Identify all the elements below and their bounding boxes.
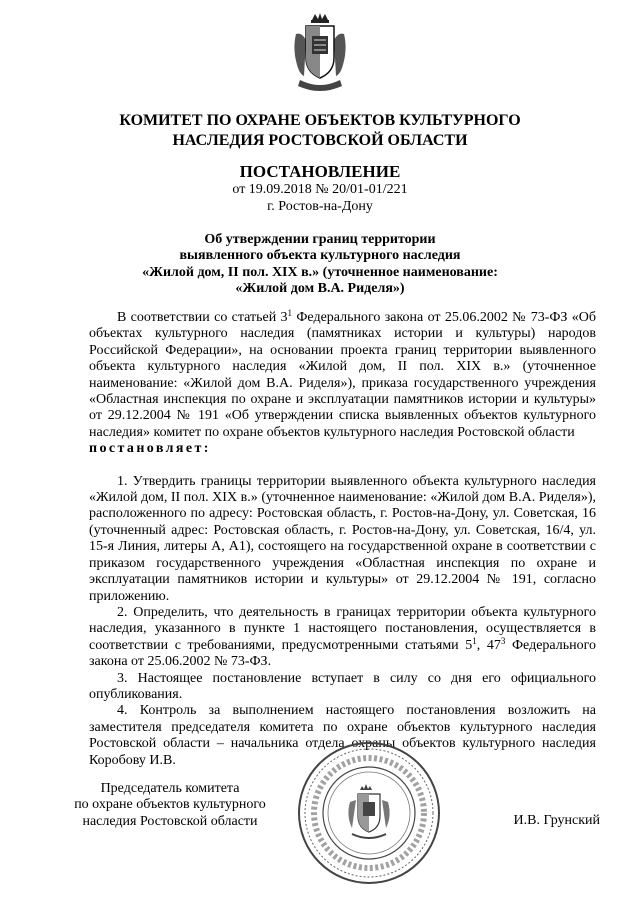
signatory-name: И.В. Грунский (513, 813, 600, 828)
item-2-text-2: , 47 (476, 637, 501, 653)
preamble-paragraph (89, 310, 596, 441)
item-2-superscript-1: 1 (472, 635, 477, 646)
org-line-2: НАСЛЕДИЯ РОСТОВСКОЙ ОБЛАСТИ (172, 132, 468, 149)
item-3: 3. Настоящее постановление вступает в силу со дня его официального опубликования. (89, 670, 596, 702)
subject-line-4: «Жилой дом В.А. Риделя») (235, 281, 405, 297)
preamble-text-1: В соответствии со статьей 3 (117, 310, 288, 325)
subject-line-1: Об утверждении границ территории (204, 232, 436, 247)
item-1: 1. Утвердить границы территории выявленного объекта культурного наследия «Жилой дом, II пол. XIX в.» (уточненное наименование: «Жилой дом В.А. Риделя»), расположенного по адресу: Ростовская область, г. Ростов-на-Дону, ул. Советская, 16 (уточненный адрес: Ростовская область, г. Ростов-на-Дону, ул. Советская, 16/4, ул. 15-я Линия, литеры А, А1), состоящего на государственной охране в соответствии с приказом государственного учреждения «Областная инспекция по охране и эксплуатации памятников истории и культуры» от 29.12.2004 № 191, согласно приложению. (89, 473, 596, 604)
document-body (89, 310, 596, 769)
item-2-text-3: Федерального закона от 25.06.2002 № 73-ФЗ. (89, 637, 597, 670)
document-type: ПОСТАНОВЛЕНИЕ (239, 162, 401, 181)
signatory-title (62, 781, 278, 830)
document-meta (60, 181, 580, 215)
document-date-number: от 19.09.2018 № 20/01-01/221 (232, 182, 408, 197)
preamble-superscript: 1 (287, 308, 293, 318)
signatory-title-line-2: по охране объектов культурного (74, 797, 266, 813)
document-subject (120, 232, 520, 298)
subject-line-2: выявленного объекта культурного наследия (179, 248, 461, 264)
preamble-text-2: Федерального закона от 25.06.2002 № 73-ФЗ «Об объектах культурного наследия (памятниках истории и культуры) народов Российской Федерации», на основании проекта границ территории выявленного объекта культурного наследия «Жилой дом, II пол. XIX в.» (уточненное наименование: «Жилой дом В.А. Риделя»), приказа государственного учреждения «Областная инспекция по охране и эксплуатации памятников истории и культуры» от 29.12.2004 № 191 «Об утверждении списка выявленных объектов культурного наследия» комитет по охране объектов культурного наследия Ростовской области (89, 310, 596, 440)
official-seal-icon (296, 740, 442, 886)
signatory-title-line-1: Председатель комитета (100, 781, 240, 796)
item-4: 4. Контроль за выполнением настоящего постановления возложить на заместителя председателя комитета по охране объектов культурного наследия Ростовской области – начальника отдела охраны объектов культурного наследия Коробову И.В. (89, 703, 596, 768)
subject-line-3: «Жилой дом, II пол. XIX в.» (уточненное наименование: (142, 264, 498, 280)
org-line-1: КОМИТЕТ ПО ОХРАНЕ ОБЪЕКТОВ КУЛЬТУРНОГО (119, 112, 521, 129)
item-2-superscript-2: 3 (500, 635, 506, 646)
organization-name (60, 111, 580, 151)
document-place: г. Ростов-на-Дону (267, 199, 373, 214)
decree-word: постановляет: (89, 441, 211, 457)
signatory-title-line-3: наследия Ростовской области (82, 813, 258, 829)
item-2-text-1: 2. Определить, что деятельность в границах территории объекта культурного наследия, указанного в пункте 1 настоящего постановления, осуществляется в соответствии с требованиями, предусмотренными статьями 5 (89, 604, 596, 653)
coat-of-arms-icon (290, 10, 350, 96)
item-2 (89, 605, 596, 671)
